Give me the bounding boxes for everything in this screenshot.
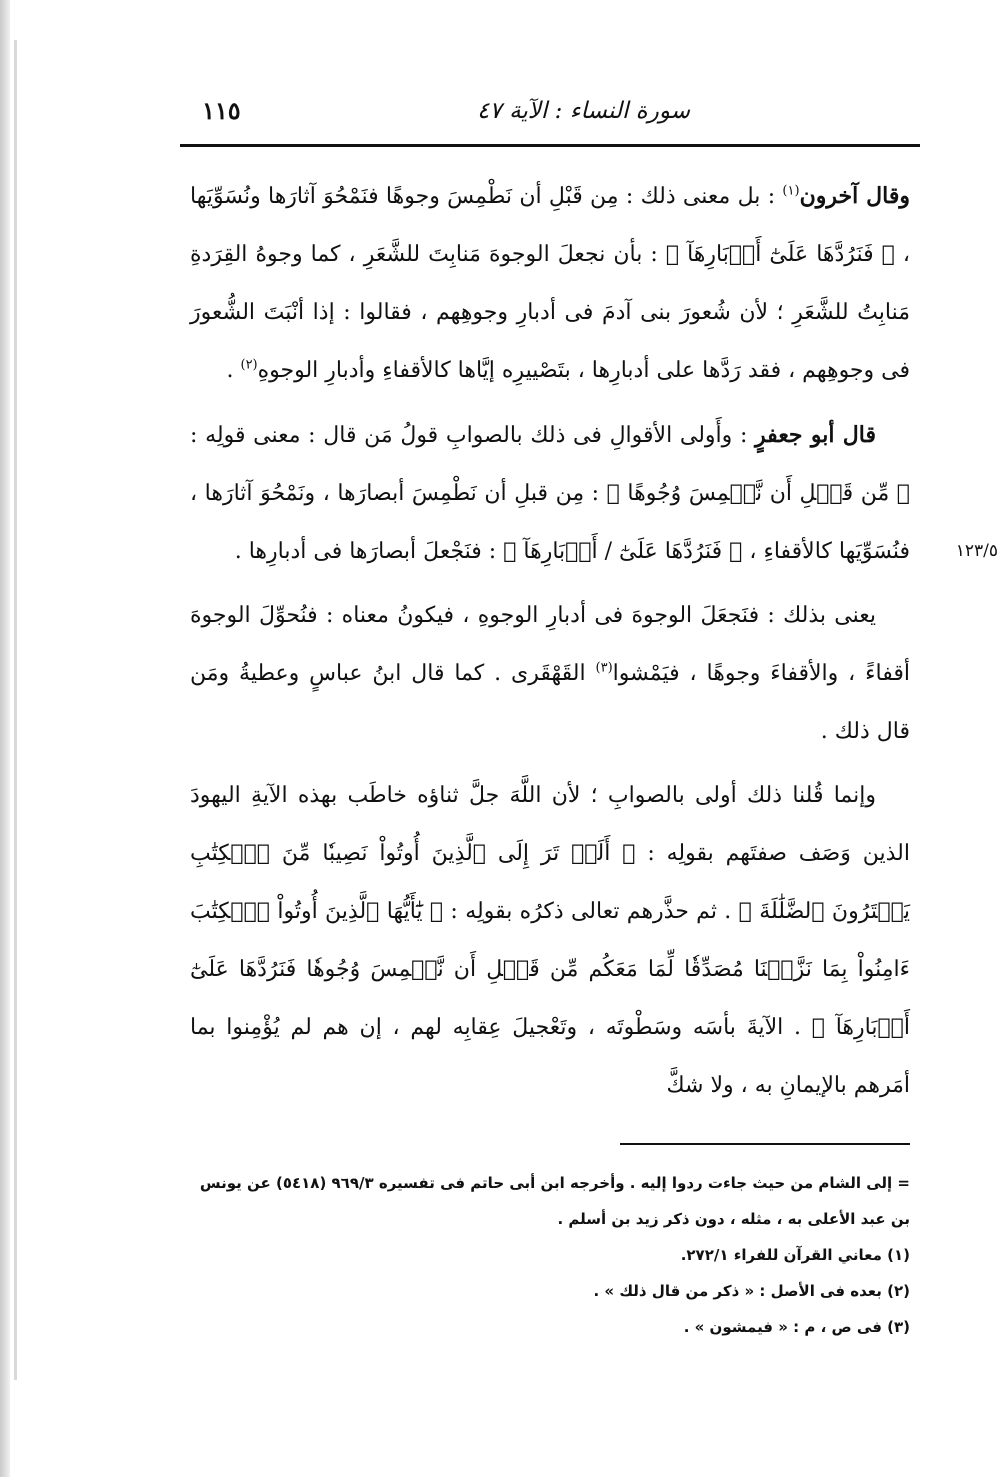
footnote-2: (٢) بعده فى الأصل : « ذكر من قال ذلك » . (593, 1282, 910, 1300)
paragraph-1 (190, 167, 910, 400)
footnote-ref: (٣) (595, 660, 613, 676)
running-header (190, 88, 910, 144)
book-page (190, 88, 998, 1345)
paragraph-text: يعنى بذلك : فنَجعَلَ الوجوهَ فى أدبارِ الوجوهِ ، فيكونُ معناه : فنُحوِّلَ الوجوهَ أقفاءً ، والأقفاءَ وجوهًا ، فيَمْشوا (190, 603, 910, 686)
binding-line (14, 40, 17, 1380)
footnote-1: (١) معاني القرآن للفراء ٢٧٢/١. (680, 1246, 910, 1264)
paragraph-lead: قال أبو جعفرٍ (755, 422, 877, 448)
paragraph-text-continued: القَهْقَرى . كما قال ابنُ عباسٍ وعطيةُ ومَن قال ذلك . (190, 661, 910, 744)
paragraph-2 (190, 406, 998, 581)
footnote-3: (٣) فى ص ، م : « فيمشون » . (683, 1318, 910, 1336)
paragraph-text: : وأَولى الأقوالِ فى ذلك بالصوابِ قولُ مَن قال : معنى قولِه : ﴿ مِّن قَبۡلِ أَن نَّطۡمِسَ وُجُوهًا ﴾ : مِن قبلِ أن نَطْمِسَ أبصارَها ، ونَمْحُوَ آثارَها ، فنُسَوِّيَها كالأقفاءِ ، ﴿ فَنَرُدَّهَا عَلَىٰٓ / أَدۡبَارِهَآ ﴾ : فنَجْعلَ أبصارَها فى أدبارِها . (190, 423, 910, 564)
paragraph-4 (190, 767, 910, 1115)
paragraph-end: . (226, 358, 241, 383)
footnote-separator (620, 1143, 910, 1145)
header-title: سورة النساء : الآية ٤٧ (477, 98, 690, 124)
footnotes (190, 1165, 910, 1345)
paragraph-3 (190, 587, 910, 761)
paragraph-text: وإنما قُلنا ذلك أولى بالصوابِ ؛ لأن اللَّهَ جلَّ ثناؤه خاطَب بهذه الآيةِ اليهودَ الذين وَصَف صفتَهم بقولِه : ﴿ أَلَمۡ تَرَ إِلَى ٱلَّذِينَ أُوتُواْ نَصِيبٗا مِّنَ ٱلۡكِتَٰبِ يَشۡتَرُونَ ٱلضَّلَٰلَةَ ﴾ . ثم حذَّرهم تعالى ذكرُه بقولِه : ﴿ يَٰٓأَيُّهَا ٱلَّذِينَ أُوتُواْ ٱلۡكِتَٰبَ ءَامِنُواْ بِمَا نَزَّلۡنَا مُصَدِّقٗا لِّمَا مَعَكُم مِّن قَبۡلِ أَن نَّطۡمِسَ وُجُوهٗا فَنَرُدَّهَا عَلَىٰٓ أَدۡبَارِهَآ ﴾ . الآيةَ بأسَه وسَطْوتَه ، وتَعْجيلَ عِقابِه لهم ، إن هم لم يُؤْمِنوا بما أمَرهم بالإيمانِ به ، ولا شكَّ (190, 783, 910, 1098)
paragraph-lead: وقال آخرون (799, 183, 910, 209)
margin-reference: ١٢٣/٥ (955, 541, 998, 561)
page-number: ١١٥ (202, 96, 241, 125)
footnote-ref: (١) (782, 183, 800, 199)
footnote-ref: (٢) (240, 357, 258, 373)
header-rule (180, 144, 920, 147)
main-text (190, 167, 998, 1115)
scan-left-edge (0, 0, 10, 1477)
footnote-continuation: = إلى الشام من حيث جاءت ردوا إليه . وأخرجه ابن أبى حاتم فى تفسيره ٩٦٩/٣ (٥٤١٨) عن يونس بن عبد الأعلى به ، مثله ، دون ذكر زيد بن أسلم . (199, 1174, 910, 1228)
paragraph-text: : بل معنى ذلك : مِن قَبْلِ أن نَطْمِسَ وجوهًا فنَمْحُوَ آثارَها ونُسَوِّيَها ، ﴿ فَنَرُدَّهَا عَلَىٰٓ أَدۡبَارِهَآ ﴾ : بأن نجعلَ الوجوهَ مَنابِتَ للشَّعَرِ ، كما وجوهُ القِرَدةِ مَنابِتُ للشَّعَرِ ؛ لأن شُعورَ بنى آدمَ فى أدبارِ وجوهِهم ، فقالوا : إذا أنْبَتَ الشُّعورَ فى وجوهِهم ، فقد رَدَّها على أدبارِها ، بتَصْييرِه إيَّاها كالأقفاءِ وأدبارِ الوجوهِ (190, 184, 910, 383)
